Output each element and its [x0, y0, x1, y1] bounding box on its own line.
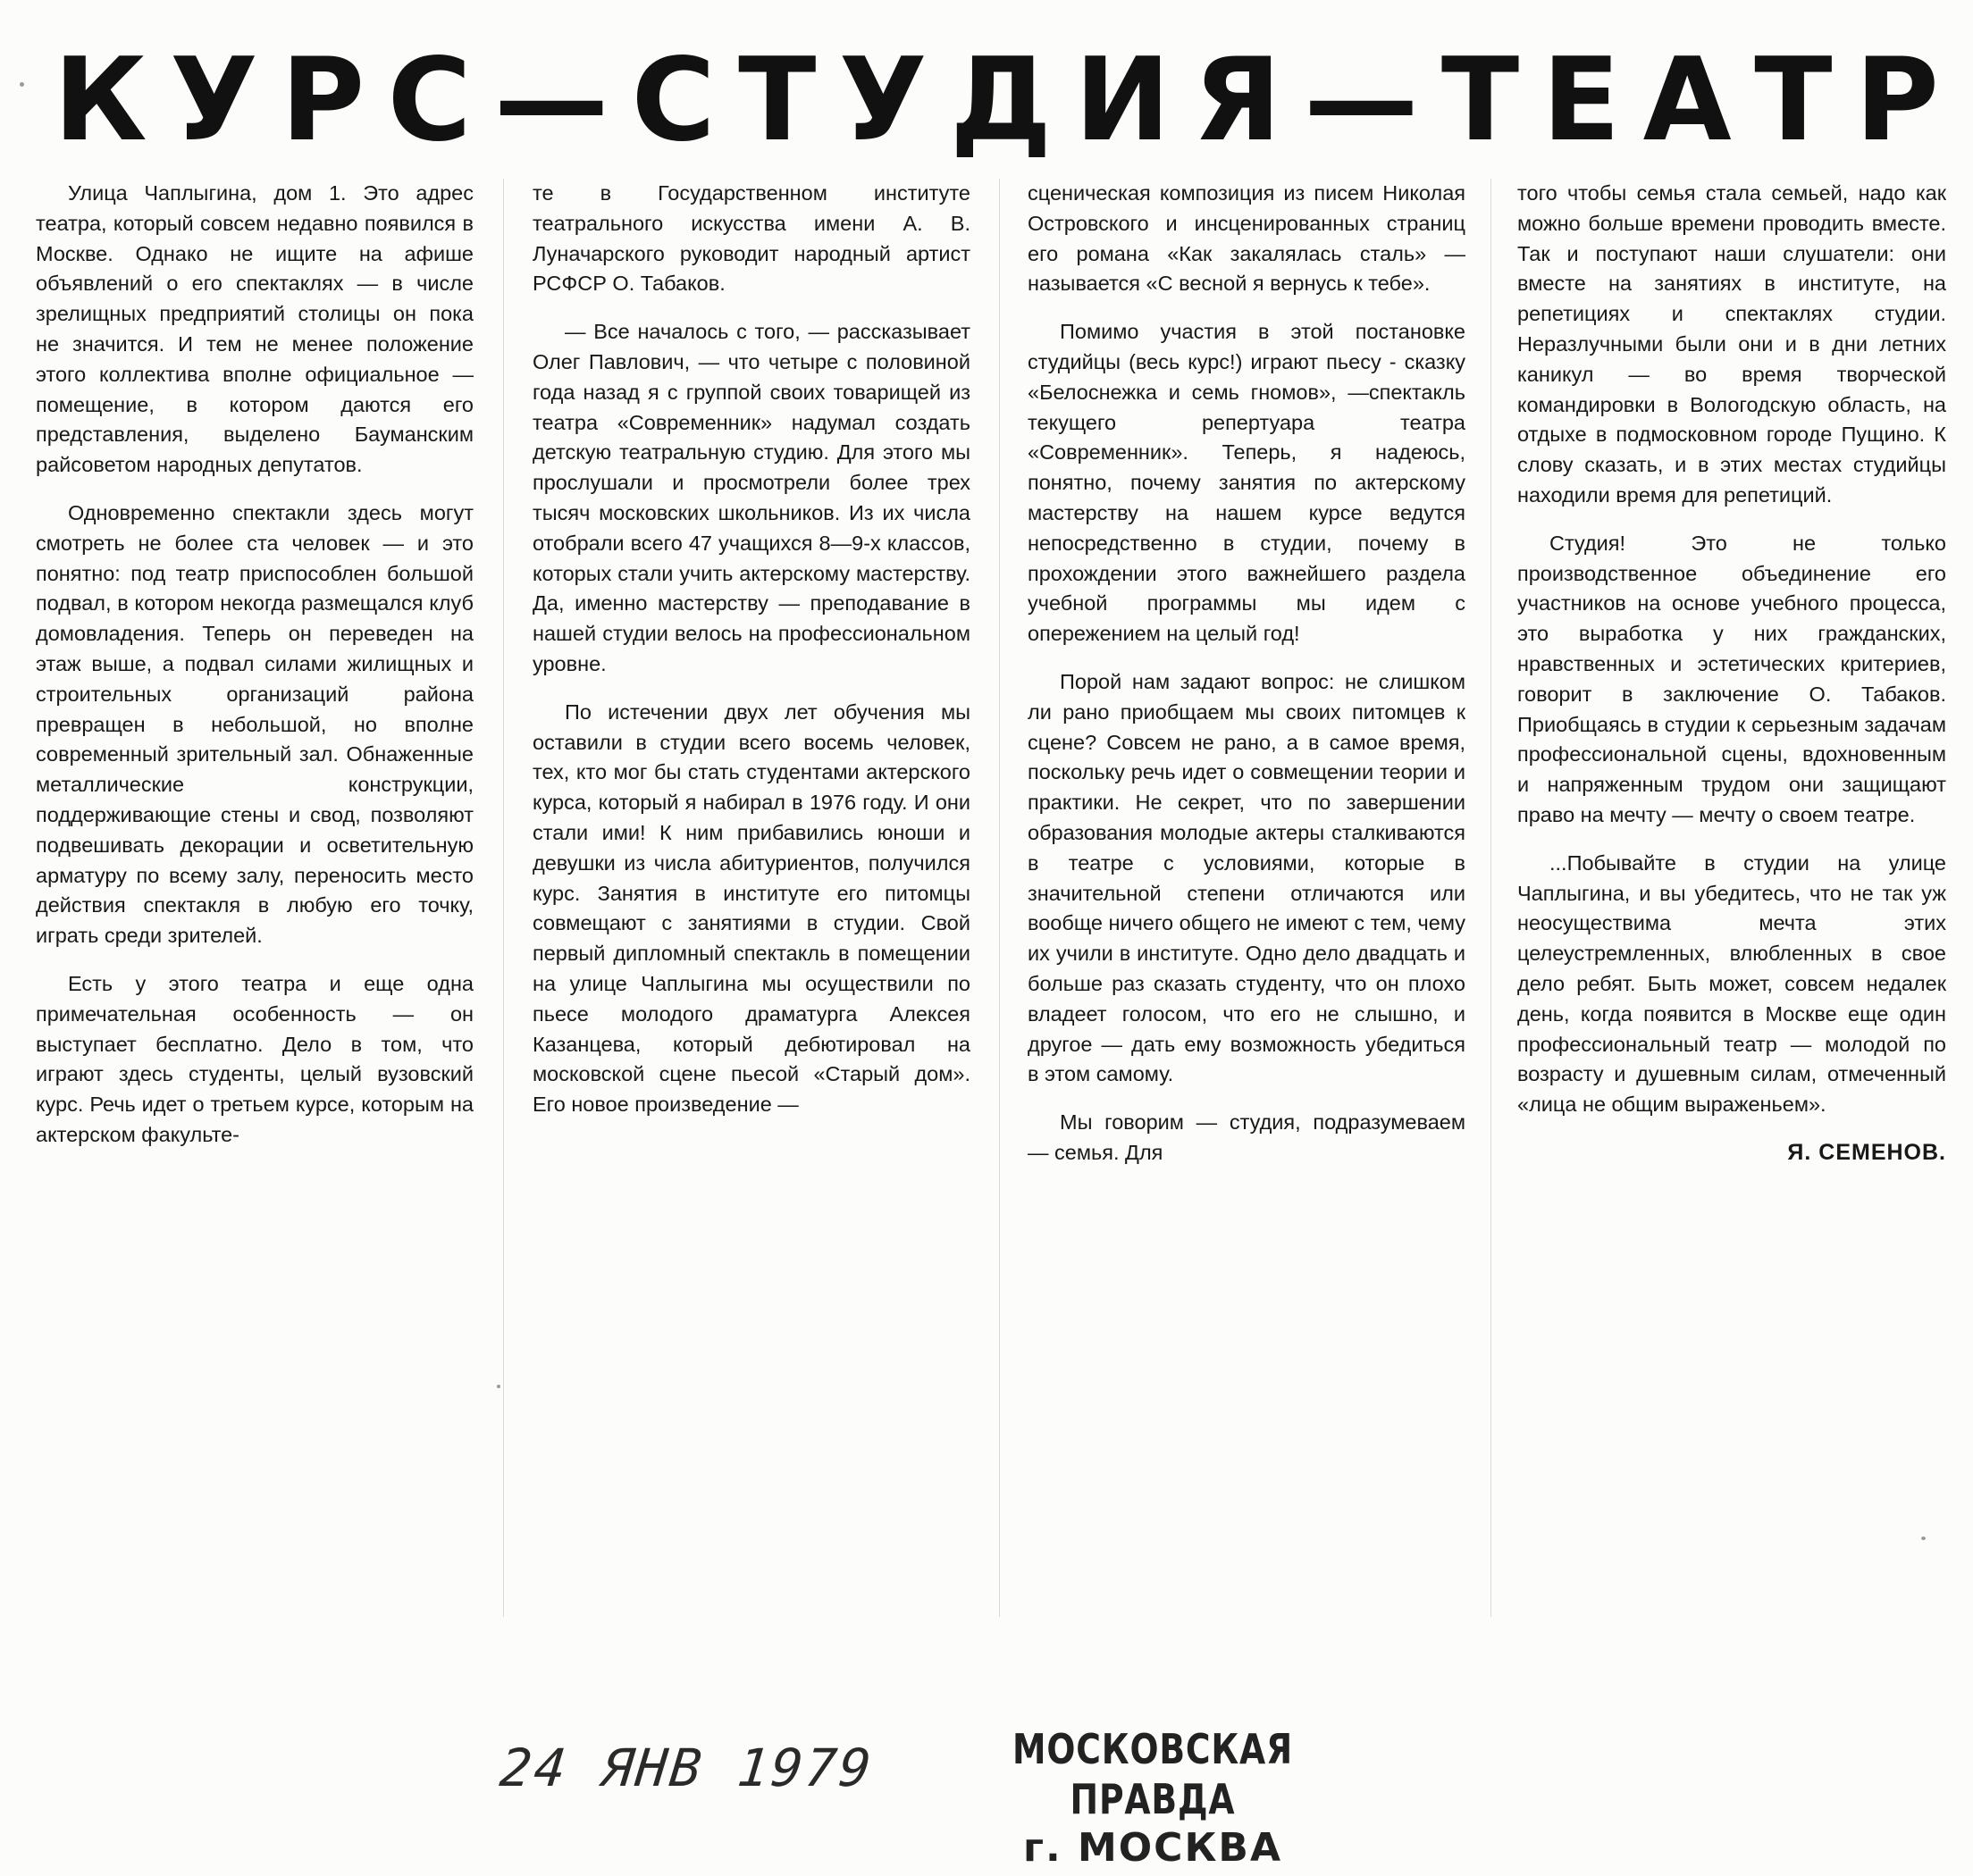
paragraph: Улица Чаплыгина, дом 1. Это адрес театра, который совсем недавно появился в Москве. Однако не ищите на афише объявлений о его спектаклях — в числе зрелищных предприятий столицы он пока не значится. И тем не менее положение этого коллектива вполне официальное — помещение, в котором даются его представления, выделено Бауманским райсоветом народных депутатов. — [36, 181, 474, 477]
newspaper-stamp — [938, 1724, 1367, 1872]
article-column-4 — [1517, 179, 1946, 1644]
paragraph: Порой нам задают вопрос: не слишком ли рано приобщаем мы своих питомцев к сцене? Совсем не рано, а в самое время, поскольку речь идет о совмещении теории и практики. Не секрет, что по завершении образования молодые актеры сталкиваются в театре с условиями, которые в значительной степени отличаются или вообще ничего общего не имеют с тем, чему их учили в институте. Одно дело двадцать и больше раз сказать студенту, что он плохо владеет голосом, что его не слышно, и другое — дать ему возможность убедиться в этом самому. — [1028, 669, 1465, 1086]
paragraph: сценическая композиция из писем Николая Островского и инсценированных страниц его романа «Как закалялась сталь» — называется «С весной я вернусь к тебе». — [1028, 181, 1465, 296]
headline-letter: Е — [1541, 34, 1621, 167]
headline-letter: Т — [1440, 34, 1520, 167]
headline-letter: Р — [281, 34, 365, 167]
headline-letter: — — [1304, 34, 1419, 167]
column-divider — [1490, 179, 1491, 1617]
column-divider — [999, 179, 1000, 1617]
paragraph: Мы говорим — студия, подразумеваем — семья. Для — [1028, 1110, 1465, 1164]
headline-letter: Д — [950, 34, 1053, 167]
newspaper-city: г. МОСКВА — [1022, 1825, 1283, 1871]
paragraph: те в Государственном институте театрального искусства имени А. В. Луначарского руководит народный артист РСФСР О. Табаков. — [533, 181, 970, 296]
paragraph: — Все началось с того, — рассказывает Олег Павлович, — что четыре с половиной года назад я с группой своих товарищей из театра «Современник» надумал создать детскую театральную студию. Для этого мы прослушали и просмотрели более трех тысяч московских школьников. Из их числа отобрали всего 47 учащихся 8—9-х классов, которых стали учить актерскому мастерству. Да, именно мастерству — преподавание в нашей студии велось на профессиональном уровне. — [533, 320, 970, 675]
paragraph: Одновременно спектакли здесь могут смотреть не более ста человек — и это понятно: под театр приспособлен большой подвал, в котором некогда размещался клуб домовладения. Теперь он переведен на этаж выше, а подвал силами жилищных и строительных организаций района превращен в небольшой, но вполне современный зрительный зал. Обнаженные металлические конструкции, поддерживающие стены и свод, позволяют подвешивать декорации и осветительную арматуру по всему залу, переносить место действия спектакля в любую его точку, играть среди зрителей. — [36, 500, 474, 948]
article-column-1 — [36, 179, 474, 1644]
author-signature: Я. СЕМЕНОВ. — [1787, 1139, 1946, 1165]
print-speck — [1921, 1537, 1926, 1540]
headline-letter: — — [494, 34, 609, 167]
headline-letter: Т — [738, 34, 817, 167]
headline-letter: Т — [1754, 34, 1833, 167]
headline-letter: У — [170, 34, 258, 167]
paragraph: того чтобы семья стала семьей, надо как можно больше времени проводить вместе. Так и поступают наши слушатели: они вместе на занятиях в институте, на репетициях и спектаклях студии. Неразлучными были они и в дни летних каникул — во время творческой командировки в Вологодскую область, на отдыхе в подмосковном городе Пущино. К слову сказать, и в этих местах студийцы находили время для репетиций. — [1517, 181, 1946, 507]
headline-letter: Я — [1193, 34, 1281, 167]
article-column-2 — [533, 179, 970, 1644]
newspaper-name: МОСКОВСКАЯ ПРАВДА — [1012, 1725, 1293, 1823]
article-body — [36, 179, 1946, 1644]
paragraph: Помимо участия в этой постановке студийцы (весь курс!) играют пьесу - сказку «Белоснежка и семь гномов», —спектакль текущего репертуара театра «Современник». Теперь, я надеюсь, понятно, почему занятия по актерскому мастерству на нашем курсе ведутся непосредственно в студии, почему в прохождении этого важнейшего раздела учебной программы мы идем с опережением на целый год! — [1028, 320, 1465, 646]
print-speck — [20, 82, 24, 87]
headline-letter: А — [1642, 34, 1732, 167]
paragraph: Есть у этого театра и еще одна примечательная особенность — он выступает бесплатно. Дело в том, что играют здесь студенты, целый вузовский курс. Речь идет о третьем курсе, которым на актерском факульте- — [36, 971, 474, 1146]
date-stamp: 24 ЯНВ 1979 — [497, 1738, 877, 1798]
paragraph: Студия! Это не только производственное объединение его участников на основе учебного процесса, это выработка у них гражданских, нравственных и эстетических критериев, говорит в заключение О. Табаков. Приобщаясь в студии к серьезным задачам профессиональной сцены, вдохновенным и напряженным трудом они защищают право на мечту — мечту о своем театре. — [1517, 531, 1946, 826]
headline-letter: Р — [1855, 34, 1939, 167]
article-headline — [54, 34, 1939, 168]
column-divider — [503, 179, 504, 1617]
headline-letter: И — [1074, 34, 1171, 167]
paragraph: ...Побывайте в студии на улице Чаплыгина, и вы убедитесь, что не так уж неосуществима мечта этих целеустремленных, влюбленных в свое дело ребят. Быть может, совсем недалек день, когда появится в Москве еще один профессиональный театр — молодой по возрасту и душевным силам, отмеченный «лица не общим выраженьем». — [1517, 850, 1946, 1117]
headline-letter: С — [631, 34, 716, 167]
headline-letter: С — [387, 34, 472, 167]
paragraph: По истечении двух лет обучения мы оставили в студии всего восемь человек, тех, кто мог бы стать студентами актерского курса, который я набирал в 1976 году. И они стали ими! К ним прибавились юноши и девушки из числа абитуриентов, получился курс. Занятия в институте его питомцы совмещают с занятиями в студии. Свой первый дипломный спектакль в помещении на улице Чаплыгина мы осуществили по пьесе молодого драматурга Алексея Казанцева, который дебютировал на московской сцене пьесой «Старый дом». Его новое произведение — — [533, 699, 970, 1117]
headline-letter: У — [838, 34, 928, 167]
print-speck — [497, 1385, 500, 1388]
article-column-3 — [1028, 179, 1465, 1644]
headline-letter: К — [54, 34, 147, 167]
